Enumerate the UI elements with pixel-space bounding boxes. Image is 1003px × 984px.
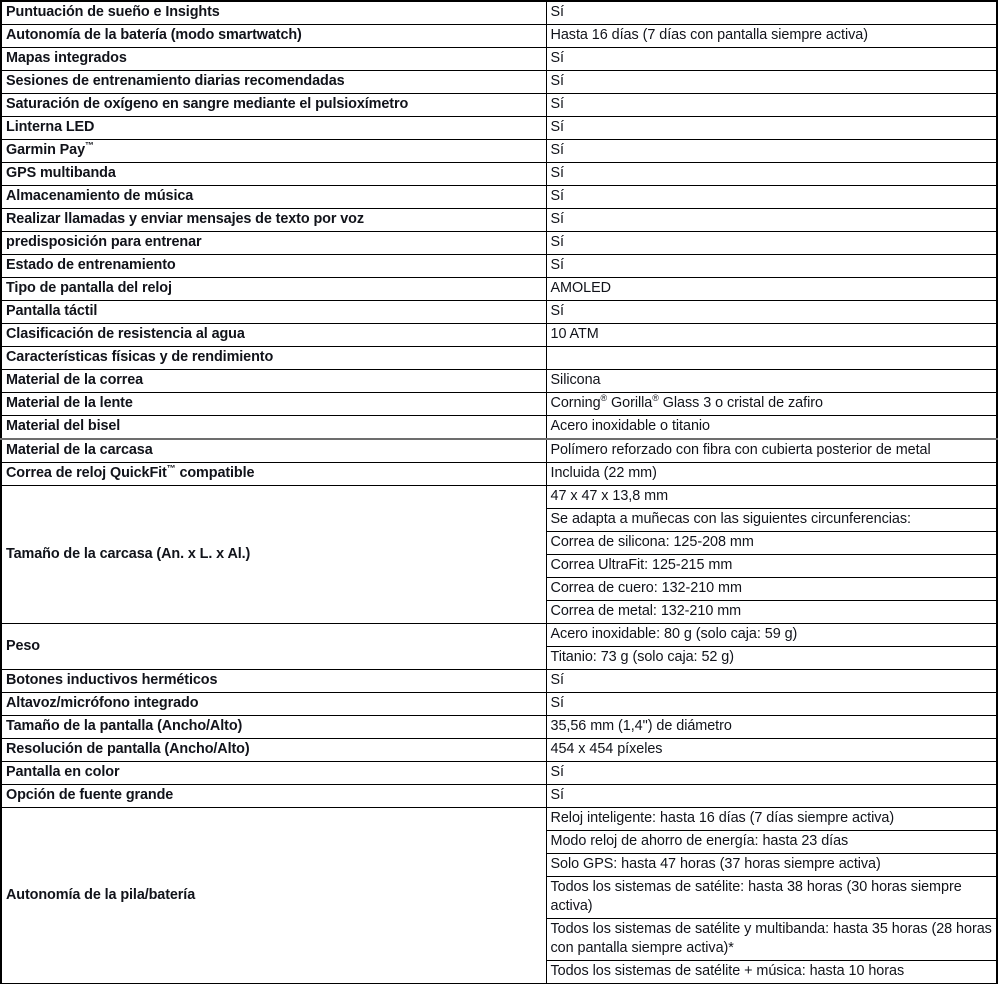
spec-value: Correa de silicona: 125-208 mm <box>546 532 997 555</box>
spec-label-garmin-pay <box>1 140 546 163</box>
spec-value: Sí <box>546 186 997 209</box>
spec-value: 35,56 mm (1,4") de diámetro <box>546 716 997 739</box>
spec-label: Estado de entrenamiento <box>1 255 546 278</box>
spec-label: Resolución de pantalla (Ancho/Alto) <box>1 739 546 762</box>
spec-value: Sí <box>546 670 997 693</box>
spec-label: Autonomía de la batería (modo smartwatch) <box>1 25 546 48</box>
spec-value-lens-material: Corning® Gorilla® Glass 3 o cristal de zafiro <box>546 393 997 416</box>
spec-value: Sí <box>546 301 997 324</box>
table-row <box>1 693 997 716</box>
registered-symbol: ® <box>600 393 608 404</box>
spec-label: Material de la correa <box>1 370 546 393</box>
spec-value: Sí <box>546 762 997 785</box>
spec-label-weight: Peso <box>1 624 546 670</box>
spec-label-text: Garmin Pay™ <box>6 140 94 158</box>
spec-value: Incluida (22 mm) <box>546 463 997 486</box>
spec-value: Sí <box>546 163 997 186</box>
table-row <box>1 48 997 71</box>
table-row <box>1 762 997 785</box>
table-row <box>1 785 997 808</box>
spec-value: Polímero reforzado con fibra con cubierta posterior de metal <box>546 439 997 463</box>
spec-label: GPS multibanda <box>1 163 546 186</box>
spec-label: Saturación de oxígeno en sangre mediante el pulsioxímetro <box>1 94 546 117</box>
spec-label: Material del bisel <box>1 416 546 440</box>
spec-value: Sí <box>546 232 997 255</box>
table-row <box>1 232 997 255</box>
spec-value: Todos los sistemas de satélite y multibanda: hasta 35 horas (28 horas con pantalla siempre activa)* <box>546 919 997 961</box>
spec-value: Titanio: 73 g (solo caja: 52 g) <box>546 647 997 670</box>
spec-value: Sí <box>546 117 997 140</box>
spec-value: Silicona <box>546 370 997 393</box>
table-row <box>1 716 997 739</box>
table-row <box>1 71 997 94</box>
spec-label: Pantalla en color <box>1 762 546 785</box>
spec-value: Sí <box>546 209 997 232</box>
spec-label-battery-life: Autonomía de la pila/batería <box>1 808 546 984</box>
table-row <box>1 1 997 25</box>
table-row <box>1 439 997 463</box>
spec-label: Opción de fuente grande <box>1 785 546 808</box>
spec-value: Sí <box>546 48 997 71</box>
spec-value: 47 x 47 x 13,8 mm <box>546 486 997 509</box>
table-row-case-size <box>1 486 997 509</box>
spec-label: Altavoz/micrófono integrado <box>1 693 546 716</box>
spec-label: Linterna LED <box>1 117 546 140</box>
spec-value: AMOLED <box>546 278 997 301</box>
spec-value: Acero inoxidable o titanio <box>546 416 997 440</box>
spec-label: Botones inductivos herméticos <box>1 670 546 693</box>
table-row <box>1 117 997 140</box>
spec-label: Material de la carcasa <box>1 439 546 463</box>
table-row <box>1 25 997 48</box>
spec-value: Sí <box>546 71 997 94</box>
table-row-weight <box>1 624 997 647</box>
trademark-symbol: ™ <box>166 463 176 474</box>
spec-label-quickfit <box>1 463 546 486</box>
spec-label: Realizar llamadas y enviar mensajes de texto por voz <box>1 209 546 232</box>
table-row <box>1 324 997 347</box>
table-row <box>1 163 997 186</box>
spec-value: Acero inoxidable: 80 g (solo caja: 59 g) <box>546 624 997 647</box>
spec-value: Sí <box>546 140 997 163</box>
spec-label: Mapas integrados <box>1 48 546 71</box>
spec-value: Sí <box>546 1 997 25</box>
spec-value: Sí <box>546 94 997 117</box>
table-row <box>1 255 997 278</box>
spec-value: 10 ATM <box>546 324 997 347</box>
table-row <box>1 278 997 301</box>
spec-label: Sesiones de entrenamiento diarias recomendadas <box>1 71 546 94</box>
table-row <box>1 393 997 416</box>
table-row <box>1 416 997 440</box>
table-row <box>1 94 997 117</box>
spec-value: Modo reloj de ahorro de energía: hasta 23 días <box>546 831 997 854</box>
spec-label-case-size: Tamaño de la carcasa (An. x L. x Al.) <box>1 486 546 624</box>
spec-label: Puntuación de sueño e Insights <box>1 1 546 25</box>
spec-label: Almacenamiento de música <box>1 186 546 209</box>
table-row <box>1 370 997 393</box>
spec-label-text: Correa de reloj QuickFit™ compatible <box>6 463 255 481</box>
table-row <box>1 463 997 486</box>
spec-value: 454 x 454 píxeles <box>546 739 997 762</box>
spec-value: Correa de cuero: 132-210 mm <box>546 578 997 601</box>
spec-value: Correa de metal: 132-210 mm <box>546 601 997 624</box>
spec-value: Correa UltraFit: 125-215 mm <box>546 555 997 578</box>
registered-symbol: ® <box>652 393 659 404</box>
table-row <box>1 301 997 324</box>
table-row <box>1 739 997 762</box>
spec-value: Sí <box>546 785 997 808</box>
trademark-symbol: ™ <box>85 140 94 151</box>
spec-value: Se adapta a muñecas con las siguientes circunferencias: <box>546 509 997 532</box>
table-row <box>1 209 997 232</box>
spec-value: Todos los sistemas de satélite + música: hasta 10 horas <box>546 961 997 984</box>
spec-value-empty <box>546 347 997 370</box>
spec-label: Tamaño de la pantalla (Ancho/Alto) <box>1 716 546 739</box>
spec-value: Solo GPS: hasta 47 horas (37 horas siempre activa) <box>546 854 997 877</box>
spec-value: Todos los sistemas de satélite: hasta 38 horas (30 horas siempre activa) <box>546 877 997 919</box>
spec-value: Reloj inteligente: hasta 16 días (7 días siempre activa) <box>546 808 997 831</box>
table-row <box>1 670 997 693</box>
spec-section-label: Características físicas y de rendimiento <box>1 347 546 370</box>
table-row <box>1 186 997 209</box>
spec-value: Sí <box>546 693 997 716</box>
table-row <box>1 140 997 163</box>
table-row-battery <box>1 808 997 831</box>
spec-label: Tipo de pantalla del reloj <box>1 278 546 301</box>
spec-label: Pantalla táctil <box>1 301 546 324</box>
table-row-section-header <box>1 347 997 370</box>
spec-label: Material de la lente <box>1 393 546 416</box>
specifications-table-body <box>1 1 997 984</box>
spec-label: Clasificación de resistencia al agua <box>1 324 546 347</box>
spec-label: predisposición para entrenar <box>1 232 546 255</box>
spec-value: Hasta 16 días (7 días con pantalla siempre activa) <box>546 25 997 48</box>
spec-value: Sí <box>546 255 997 278</box>
